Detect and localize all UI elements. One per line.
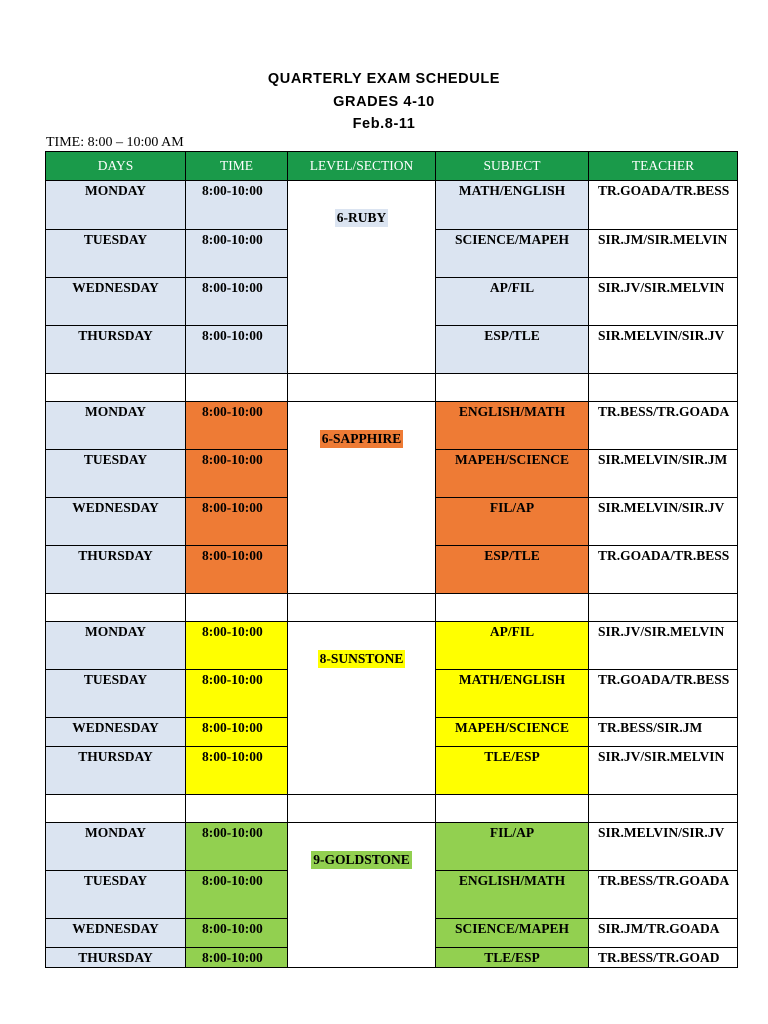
teacher-cell: SIR.MELVIN/SIR.JV (589, 498, 738, 546)
time-cell: 8:00-10:00 (186, 278, 288, 326)
time-cell: 8:00-10:00 (186, 181, 288, 230)
time-cell: 8:00-10:00 (186, 546, 288, 594)
column-header-subject: SUBJECT (436, 152, 589, 181)
time-cell: 8:00-10:00 (186, 670, 288, 718)
day-cell: MONDAY (46, 402, 186, 450)
time-cell: 8:00-10:00 (186, 919, 288, 948)
spacer-cell (46, 594, 186, 622)
subject-cell: AP/FIL (436, 278, 589, 326)
day-cell: MONDAY (46, 823, 186, 871)
table-row (46, 181, 738, 230)
table-row (46, 622, 738, 670)
teacher-cell: TR.BESS/SIR.JM (589, 718, 738, 747)
section-label: 9-GOLDSTONE (313, 852, 410, 867)
subject-cell: ENGLISH/MATH (436, 871, 589, 919)
spacer-cell (436, 594, 589, 622)
subject-cell: MATH/ENGLISH (436, 670, 589, 718)
teacher-cell: SIR.MELVIN/SIR.JV (589, 823, 738, 871)
section-label: 8-SUNSTONE (319, 651, 404, 666)
table-header-row (46, 152, 738, 181)
time-cell: 8:00-10:00 (186, 747, 288, 795)
column-header-time: TIME (186, 152, 288, 181)
section-label: 6-RUBY (336, 210, 387, 225)
subject-cell: SCIENCE/MAPEH (436, 230, 589, 278)
time-cell: 8:00-10:00 (186, 718, 288, 747)
time-cell: 8:00-10:00 (186, 823, 288, 871)
subject-cell: SCIENCE/MAPEH (436, 919, 589, 948)
subject-cell: TLE/ESP (436, 747, 589, 795)
subject-cell: ESP/TLE (436, 546, 589, 594)
time-cell: 8:00-10:00 (186, 450, 288, 498)
day-cell: THURSDAY (46, 546, 186, 594)
teacher-cell: TR.BESS/TR.GOAD (589, 948, 738, 968)
spacer-cell (288, 374, 436, 402)
subject-cell: AP/FIL (436, 622, 589, 670)
time-note: TIME: 8:00 – 10:00 AM (46, 135, 184, 150)
spacer-cell (288, 594, 436, 622)
spacer-cell (288, 795, 436, 823)
spacer-cell (589, 795, 738, 823)
document-title (0, 68, 768, 136)
day-cell: WEDNESDAY (46, 718, 186, 747)
exam-schedule-table (45, 151, 738, 968)
teacher-cell: TR.BESS/TR.GOADA (589, 871, 738, 919)
spacer-cell (589, 594, 738, 622)
teacher-cell: TR.BESS/TR.GOADA (589, 402, 738, 450)
time-cell: 8:00-10:00 (186, 948, 288, 968)
teacher-cell: TR.GOADA/TR.BESS (589, 181, 738, 230)
day-cell: MONDAY (46, 622, 186, 670)
day-cell: MONDAY (46, 181, 186, 230)
spacer-cell (436, 374, 589, 402)
spacer-cell (589, 374, 738, 402)
teacher-cell: TR.GOADA/TR.BESS (589, 670, 738, 718)
schedule-body (46, 181, 738, 968)
time-cell: 8:00-10:00 (186, 498, 288, 546)
day-cell: TUESDAY (46, 871, 186, 919)
subject-cell: FIL/AP (436, 498, 589, 546)
column-header-level-section: LEVEL/SECTION (288, 152, 436, 181)
day-cell: THURSDAY (46, 948, 186, 968)
day-cell: WEDNESDAY (46, 919, 186, 948)
day-cell: WEDNESDAY (46, 498, 186, 546)
title-line-2: GRADES 4-10 (333, 93, 435, 110)
table-row (46, 823, 738, 871)
teacher-cell: SIR.MELVIN/SIR.JV (589, 326, 738, 374)
spacer-row (46, 795, 738, 823)
day-cell: TUESDAY (46, 230, 186, 278)
subject-cell: MAPEH/SCIENCE (436, 450, 589, 498)
section-cell (288, 181, 436, 374)
time-cell: 8:00-10:00 (186, 402, 288, 450)
teacher-cell: SIR.JV/SIR.MELVIN (589, 622, 738, 670)
day-cell: THURSDAY (46, 747, 186, 795)
teacher-cell: TR.GOADA/TR.BESS (589, 546, 738, 594)
spacer-cell (46, 795, 186, 823)
spacer-row (46, 594, 738, 622)
day-cell: WEDNESDAY (46, 278, 186, 326)
spacer-cell (186, 374, 288, 402)
column-header-teacher: TEACHER (589, 152, 738, 181)
time-cell: 8:00-10:00 (186, 871, 288, 919)
teacher-cell: SIR.JV/SIR.MELVIN (589, 747, 738, 795)
day-cell: TUESDAY (46, 450, 186, 498)
teacher-cell: SIR.JV/SIR.MELVIN (589, 278, 738, 326)
subject-cell: ESP/TLE (436, 326, 589, 374)
teacher-cell: SIR.JM/TR.GOADA (589, 919, 738, 948)
day-cell: THURSDAY (46, 326, 186, 374)
subject-cell: FIL/AP (436, 823, 589, 871)
subject-cell: MATH/ENGLISH (436, 181, 589, 230)
day-cell: TUESDAY (46, 670, 186, 718)
table-row (46, 402, 738, 450)
column-header-days: DAYS (46, 152, 186, 181)
teacher-cell: SIR.JM/SIR.MELVIN (589, 230, 738, 278)
spacer-cell (436, 795, 589, 823)
subject-cell: MAPEH/SCIENCE (436, 718, 589, 747)
time-cell: 8:00-10:00 (186, 230, 288, 278)
spacer-cell (46, 374, 186, 402)
spacer-cell (186, 594, 288, 622)
time-cell: 8:00-10:00 (186, 326, 288, 374)
time-cell: 8:00-10:00 (186, 622, 288, 670)
section-cell (288, 823, 436, 968)
title-line-1: QUARTERLY EXAM SCHEDULE (267, 71, 501, 87)
section-cell (288, 622, 436, 795)
spacer-row (46, 374, 738, 402)
subject-cell: ENGLISH/MATH (436, 402, 589, 450)
teacher-cell: SIR.MELVIN/SIR.JM (589, 450, 738, 498)
spacer-cell (186, 795, 288, 823)
section-label: 6-SAPPHIRE (321, 431, 402, 446)
subject-cell: TLE/ESP (436, 948, 589, 968)
title-line-3: Feb.8-11 (352, 116, 416, 132)
section-cell (288, 402, 436, 594)
